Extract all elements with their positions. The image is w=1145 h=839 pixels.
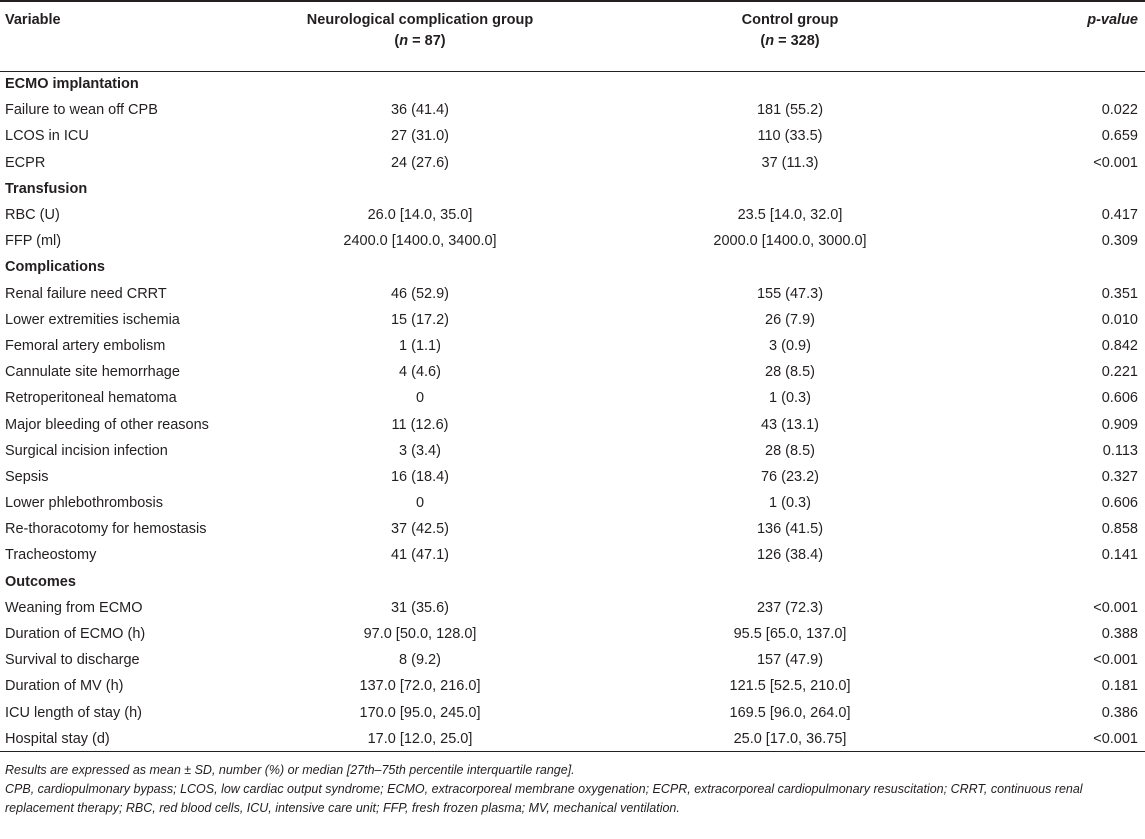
table-row — [0, 490, 1145, 516]
row-control-value: 43 (13.1) — [760, 416, 820, 433]
row-control-value: 169.5 [96.0, 264.0] — [729, 704, 851, 721]
table-row — [0, 464, 1145, 490]
row-control-value: 25.0 [17.0, 36.75] — [600, 726, 980, 752]
row-neuro-value: 15 (17.2) — [390, 311, 450, 328]
row-neuro-value: 170.0 [95.0, 245.0] — [359, 704, 481, 721]
row-variable: Hospital stay (d) — [0, 726, 240, 752]
table-row — [0, 359, 1145, 385]
section-row — [0, 71, 1145, 97]
footnote-abbreviations: CPB, cardiopulmonary bypass; LCOS, low cardiac output syndrome; ECMO, extracorporeal membrane oxygenation; ECPR, extracorporeal cardiopulmonary resuscitation; CRRT, continuous renal replacement therapy; RBC, red blood cells, ICU, intensive care unit; FFP, fresh frozen plasma; MV, mechanical ventilation. — [5, 782, 1083, 815]
row-variable: RBC (U) — [5, 207, 60, 224]
row-control-value: 37 (11.3) — [761, 154, 819, 171]
header-control-group-n: (n = 328) — [760, 33, 820, 49]
row-variable: Lower extremities ischemia — [5, 311, 180, 328]
table-row — [0, 228, 1145, 254]
row-variable: Survival to discharge — [5, 652, 140, 669]
table-header-row — [0, 1, 1145, 71]
row-control-value: 136 (41.5) — [756, 521, 824, 538]
row-variable: Weaning from ECMO — [5, 599, 143, 616]
row-p-value: 0.327 — [1101, 468, 1138, 485]
row-neuro-value: 137.0 [72.0, 216.0] — [359, 678, 481, 695]
row-variable: ICU length of stay (h) — [5, 704, 142, 721]
row-neuro-value: 17.0 [12.0, 25.0] — [240, 726, 600, 752]
row-control-value: 3 (0.9) — [769, 337, 811, 354]
row-control-value: 26 (7.9) — [765, 311, 815, 328]
row-p-value: 0.022 — [1101, 102, 1138, 119]
row-control-value: 157 (47.9) — [756, 652, 824, 669]
row-variable: Failure to wean off CPB — [5, 102, 158, 119]
section-row — [0, 254, 1145, 280]
row-p-value: 0.351 — [1101, 285, 1138, 302]
table-row — [0, 385, 1145, 411]
row-p-value: 0.388 — [1101, 626, 1138, 643]
table-row — [0, 438, 1145, 464]
row-variable: Retroperitoneal hematoma — [5, 390, 177, 407]
row-variable: Surgical incision infection — [5, 442, 168, 459]
row-control-value: 121.5 [52.5, 210.0] — [729, 678, 851, 695]
footnote-results: Results are expressed as mean ± SD, number (%) or median [27th–75th percentile interquartile range]. — [5, 763, 575, 777]
row-variable: Major bleeding of other reasons — [5, 416, 209, 433]
row-variable: Duration of MV (h) — [5, 678, 124, 695]
row-neuro-value: 8 (9.2) — [399, 652, 441, 669]
row-p-value: 0.842 — [1101, 337, 1138, 354]
row-control-value: 181 (55.2) — [756, 102, 824, 119]
row-control-value: 76 (23.2) — [760, 468, 820, 485]
row-p-value: 0.221 — [1101, 364, 1138, 381]
row-neuro-value: 11 (12.6) — [391, 416, 449, 433]
row-neuro-value: 97.0 [50.0, 128.0] — [363, 626, 477, 643]
row-neuro-value: 46 (52.9) — [390, 285, 450, 302]
row-neuro-value: 3 (3.4) — [399, 442, 441, 459]
row-control-value: 95.5 [65.0, 137.0] — [733, 626, 847, 643]
header-control-group-name: Control group — [741, 12, 839, 28]
row-p-value: 0.113 — [1102, 442, 1138, 459]
row-variable: Sepsis — [5, 468, 49, 485]
row-control-value: 110 (33.5) — [757, 128, 823, 145]
row-neuro-value: 27 (31.0) — [390, 128, 450, 145]
table-row — [0, 202, 1145, 228]
row-p-value: 0.181 — [1101, 678, 1138, 695]
row-p-value: 0.606 — [1101, 495, 1138, 512]
row-variable: Tracheostomy — [5, 547, 97, 564]
header-variable: Variable — [0, 1, 240, 71]
row-variable: Re-thoracotomy for hemostasis — [5, 521, 207, 538]
row-control-value: 155 (47.3) — [756, 285, 824, 302]
table-row — [0, 333, 1145, 359]
table-row — [0, 647, 1145, 673]
row-control-value: 1 (0.3) — [769, 495, 811, 512]
section-heading: ECMO implantation — [5, 76, 139, 93]
row-control-value: 23.5 [14.0, 32.0] — [737, 207, 843, 224]
header-neuro-group-name: Neurological complication group — [306, 12, 534, 28]
row-p-value: 0.141 — [1101, 547, 1138, 564]
header-p-value: p-value — [980, 1, 1145, 71]
row-variable: Femoral artery embolism — [5, 337, 166, 354]
row-neuro-value: 2400.0 [1400.0, 3400.0] — [343, 233, 497, 250]
row-control-value: 126 (38.4) — [756, 547, 824, 564]
row-p-value: 0.417 — [1101, 207, 1138, 224]
header-control-group — [600, 1, 980, 71]
row-variable: LCOS in ICU — [5, 128, 89, 145]
table-row — [0, 726, 1145, 752]
row-variable: Renal failure need CRRT — [5, 285, 167, 302]
row-variable: FFP (ml) — [5, 233, 62, 250]
table-row — [0, 516, 1145, 542]
section-row — [0, 569, 1145, 595]
row-variable: Duration of ECMO (h) — [5, 626, 146, 643]
row-variable: ECPR — [5, 154, 46, 171]
table-row — [0, 307, 1145, 333]
row-p-value: 0.606 — [1101, 390, 1138, 407]
table-row — [0, 97, 1145, 123]
table-row — [0, 542, 1145, 568]
row-control-value: 1 (0.3) — [769, 390, 811, 407]
row-p-value: 0.010 — [1101, 311, 1138, 328]
section-row — [0, 176, 1145, 202]
table-row — [0, 123, 1145, 149]
row-variable: Cannulate site hemorrhage — [5, 364, 180, 381]
row-p-value: <0.001 — [980, 726, 1145, 752]
row-neuro-value: 0 — [415, 495, 425, 512]
row-neuro-value: 0 — [415, 390, 425, 407]
table-row — [0, 281, 1145, 307]
row-neuro-value: 1 (1.1) — [399, 337, 441, 354]
table-row — [0, 700, 1145, 726]
row-p-value: <0.001 — [1093, 154, 1138, 171]
row-neuro-value: 31 (35.6) — [390, 599, 450, 616]
row-control-value: 237 (72.3) — [756, 599, 824, 616]
row-neuro-value: 37 (42.5) — [390, 521, 450, 538]
row-neuro-value: 41 (47.1) — [390, 547, 450, 564]
row-p-value: 0.386 — [1101, 704, 1138, 721]
table-row — [0, 595, 1145, 621]
row-control-value: 2000.0 [1400.0, 3000.0] — [713, 233, 867, 250]
section-heading: Complications — [5, 259, 105, 276]
section-heading: Outcomes — [5, 573, 76, 590]
row-p-value: 0.659 — [1101, 128, 1138, 145]
row-p-value: <0.001 — [1093, 652, 1138, 669]
header-neuro-group — [240, 1, 600, 71]
row-p-value: 0.309 — [1101, 233, 1138, 250]
table-row — [0, 621, 1145, 647]
row-neuro-value: 24 (27.6) — [390, 154, 450, 171]
row-p-value: <0.001 — [1093, 599, 1138, 616]
row-p-value: 0.909 — [1101, 416, 1138, 433]
table-row — [0, 150, 1145, 176]
table-footnotes — [5, 761, 1140, 818]
row-p-value: 0.858 — [1101, 521, 1138, 538]
header-neuro-group-n: (n = 87) — [394, 33, 446, 49]
row-neuro-value: 26.0 [14.0, 35.0] — [367, 207, 473, 224]
row-neuro-value: 4 (4.6) — [399, 364, 441, 381]
section-heading: Transfusion — [5, 180, 88, 197]
row-neuro-value: 16 (18.4) — [390, 468, 450, 485]
row-control-value: 28 (8.5) — [765, 364, 815, 381]
row-control-value: 28 (8.5) — [765, 442, 815, 459]
table-row — [0, 673, 1145, 699]
table-row — [0, 411, 1145, 437]
row-neuro-value: 36 (41.4) — [390, 102, 450, 119]
row-variable: Lower phlebothrombosis — [5, 495, 163, 512]
table-body — [0, 71, 1145, 752]
